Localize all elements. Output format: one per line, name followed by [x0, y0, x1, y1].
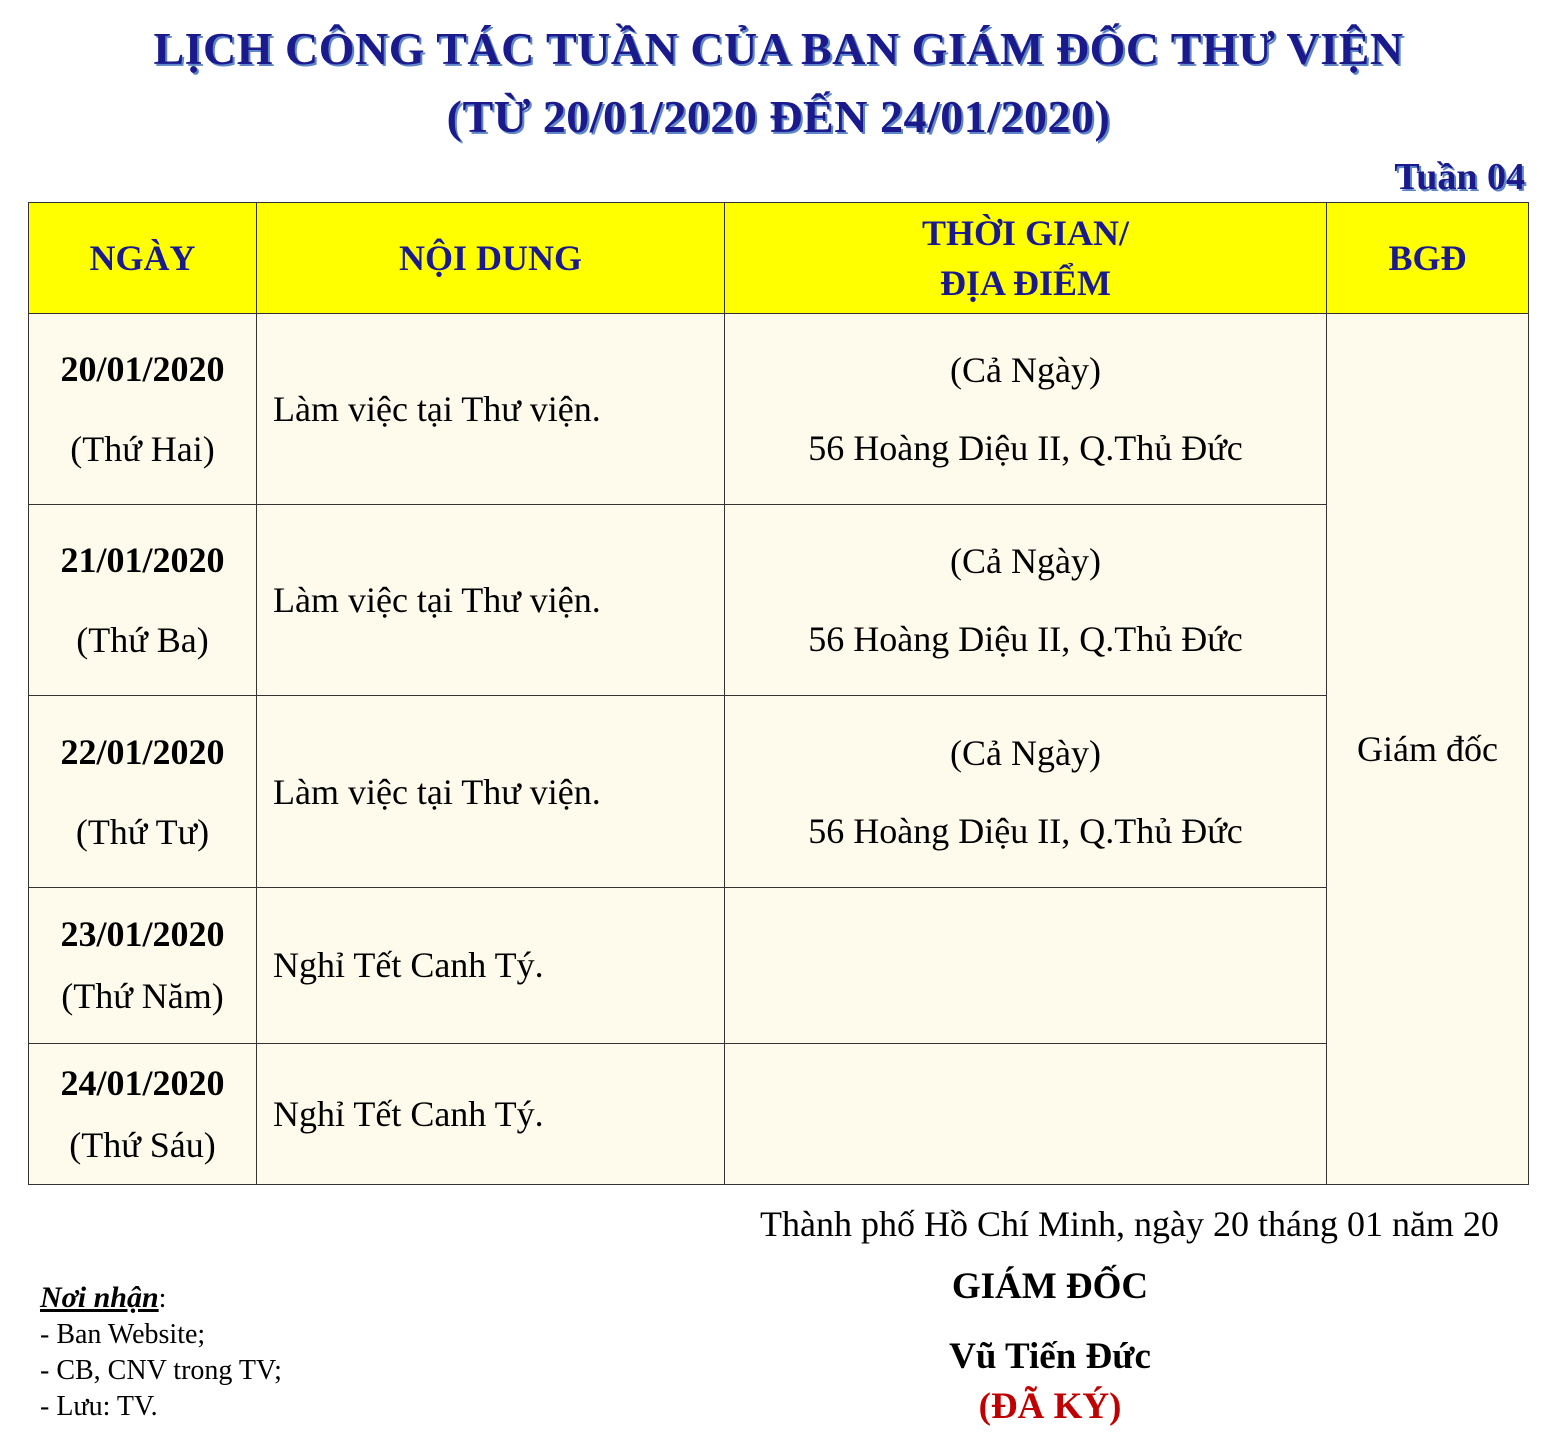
date-value: 21/01/2020	[60, 540, 225, 581]
place-value: 56 Hoàng Diệu II, Q.Thủ Đức	[808, 428, 1243, 469]
recipients-block: Nơi nhận: - Ban Website; - CB, CNV trong TV; - Lưu: TV.	[40, 1280, 282, 1425]
city-date-line: Thành phố Hồ Chí Minh, ngày 20 tháng 01 năm 20	[760, 1204, 1499, 1244]
header-time: THỜI GIAN/	[921, 213, 1130, 254]
recipient-item: - Lưu: TV.	[40, 1391, 158, 1422]
signed-mark: (ĐÃ KÝ)	[978, 1386, 1122, 1427]
date-cell	[29, 887, 257, 1043]
content-cell: Làm việc tại Thư viện.	[257, 505, 725, 696]
weekday-value: (Thứ Ba)	[76, 620, 209, 661]
table-header-row	[29, 203, 1529, 314]
time-place-cell	[725, 887, 1327, 1043]
table-row	[29, 505, 1529, 696]
table-row	[29, 887, 1529, 1043]
date-value: 20/01/2020	[60, 349, 225, 390]
recipient-item: - CB, CNV trong TV;	[40, 1355, 282, 1386]
content-cell: Làm việc tại Thư viện.	[257, 314, 725, 505]
date-cell	[29, 314, 257, 505]
date-cell	[29, 1043, 257, 1184]
header-content: NỘI DUNG	[257, 203, 725, 314]
weekday-value: (Thứ Năm)	[61, 976, 224, 1017]
time-value: (Cả Ngày)	[950, 541, 1101, 582]
weekday-value: (Thứ Tư)	[75, 811, 210, 852]
date-value: 23/01/2020	[60, 914, 225, 955]
header-date: NGÀY	[29, 203, 257, 314]
content-cell: Nghỉ Tết Canh Tý.	[257, 887, 725, 1043]
recipient-item: - Ban Website;	[40, 1319, 206, 1350]
director-title: GIÁM ĐỐC	[951, 1266, 1149, 1307]
place-value: 56 Hoàng Diệu II, Q.Thủ Đức	[808, 619, 1243, 660]
header-time-place	[725, 203, 1327, 314]
time-place-cell	[725, 696, 1327, 887]
time-value: (Cả Ngày)	[950, 732, 1101, 773]
date-value: 22/01/2020	[60, 731, 225, 772]
schedule-table	[28, 202, 1529, 1185]
time-place-cell	[725, 505, 1327, 696]
content-cell: Làm việc tại Thư viện.	[257, 696, 725, 887]
header-place: ĐỊA ĐIỂM	[939, 263, 1112, 304]
date-cell	[29, 505, 257, 696]
date-cell	[29, 696, 257, 887]
recipients-label: Nơi nhận	[40, 1281, 159, 1314]
header-bgd: BGĐ	[1327, 203, 1529, 314]
table-row	[29, 314, 1529, 505]
table-row	[29, 1043, 1529, 1184]
week-label: Tuần 04	[1394, 156, 1525, 198]
document-title: LỊCH CÔNG TÁC TUẦN CỦA BAN GIÁM ĐỐC THƯ VIỆN	[153, 23, 1404, 74]
time-place-cell	[725, 1043, 1327, 1184]
time-place-cell	[725, 314, 1327, 505]
content-cell: Nghỉ Tết Canh Tý.	[257, 1043, 725, 1184]
bgd-cell: Giám đốc	[1327, 314, 1529, 1185]
date-value: 24/01/2020	[60, 1062, 225, 1103]
time-value: (Cả Ngày)	[950, 350, 1101, 391]
weekday-value: (Thứ Hai)	[70, 429, 215, 470]
table-row	[29, 696, 1529, 887]
document-subtitle: (TỪ 20/01/2020 ĐẾN 24/01/2020)	[446, 91, 1111, 142]
director-name: Vũ Tiến Đức	[949, 1336, 1151, 1377]
place-value: 56 Hoàng Diệu II, Q.Thủ Đức	[808, 810, 1243, 851]
weekday-value: (Thứ Sáu)	[69, 1124, 216, 1165]
